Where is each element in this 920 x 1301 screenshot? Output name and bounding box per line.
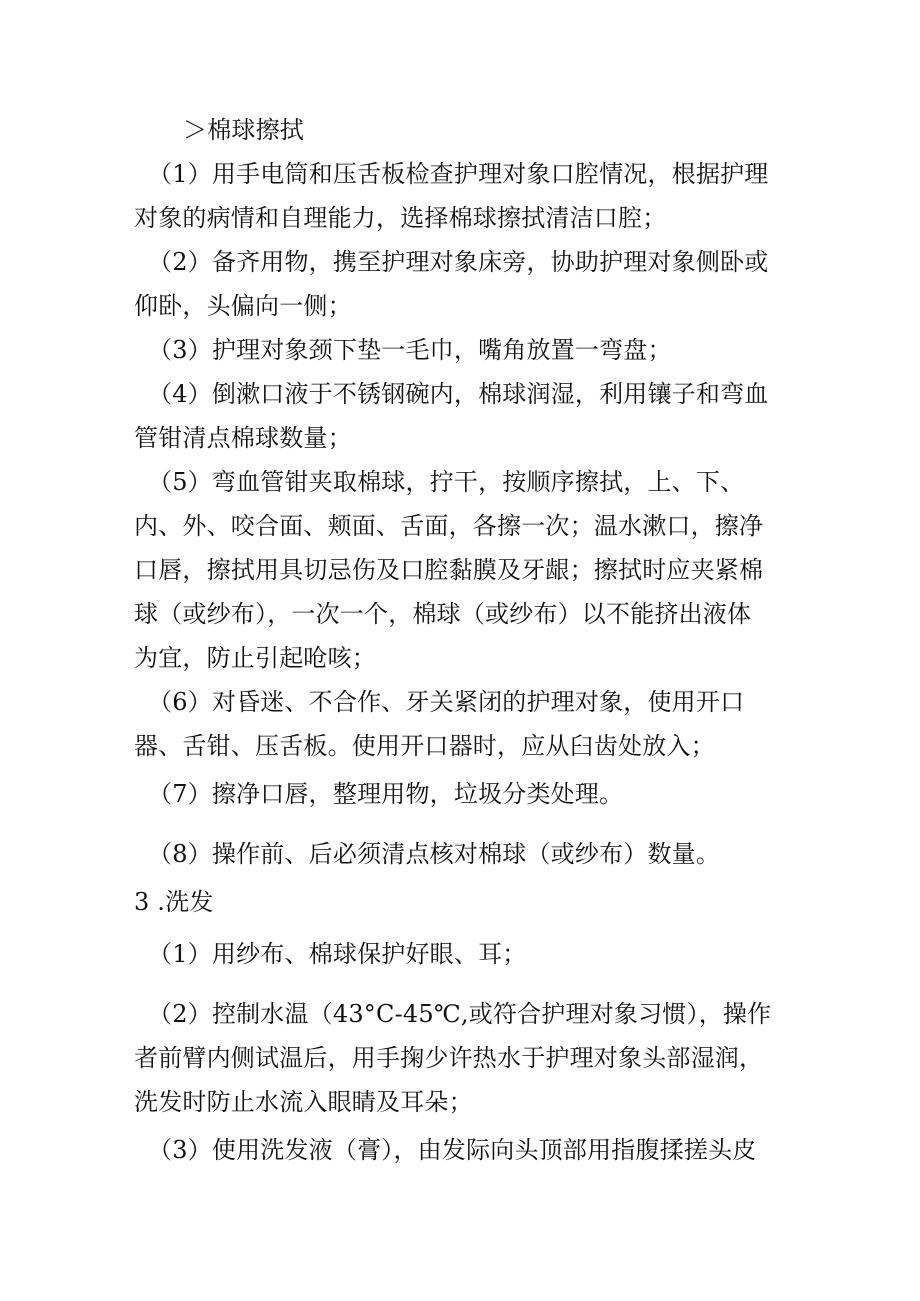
paragraph-line: 为宜，防止引起呛咳； [134,644,376,672]
paragraph-line: （3）护理对象颈下垫一毛巾，嘴角放置一弯盘； [148,336,672,364]
paragraph-line: （5）弯血管钳夹取棉球，拧干，按顺序擦拭，上、下、 [148,468,745,496]
paragraph-line: （3）使用洗发液（膏），由发际向头顶部用指腹揉搓头皮 [148,1136,757,1164]
paragraph-line: 对象的病情和自理能力，选择棉球擦拭清洁口腔； [134,204,667,232]
paragraph-line: 内、外、咬合面、颊面、舌面，各擦一次；温水漱口，擦净 [134,512,764,540]
paragraph-line: 球（或纱布），一次一个，棉球（或纱布）以不能挤出液体 [134,600,752,628]
paragraph-line: （4）倒漱口液于不锈钢碗内，棉球润湿，利用镶子和弯血 [148,380,769,408]
section-heading-hair-washing: 3 .洗发 [134,888,214,916]
paragraph-line: （8）操作前、后必须清点核对棉球（或纱布）数量。 [148,840,721,868]
paragraph-line: 管钳清点棉球数量； [134,424,352,452]
paragraph-line: 口唇，擦拭用具切忌伤及口腔黏膜及牙龈；擦拭时应夹紧棉 [134,556,764,584]
paragraph-line: 仰卧，头偏向一侧； [134,292,352,320]
paragraph-line: （1）用手电筒和压舌板检查护理对象口腔情况，根据护理 [148,160,769,188]
paragraph-line: （6）对昏迷、不合作、牙关紧闭的护理对象，使用开口 [148,688,745,716]
paragraph-line: 洗发时防止水流入眼睛及耳朵； [134,1088,473,1116]
paragraph-line: （1）用纱布、棉球保护好眼、耳； [148,940,527,968]
paragraph-line: 器、舌钳、压舌板。使用开口器时，应从臼齿处放入； [134,732,715,760]
paragraph-line: 者前臂内侧试温后，用手掬少许热水于护理对象头部湿润， [134,1044,764,1072]
subheading-cotton-ball-wiping: ＞棉球擦拭 [183,116,304,144]
paragraph-line: （2）控制水温（43°C-45℃,或符合护理对象习惯），操作 [148,1000,772,1028]
paragraph-line: （7）擦净口唇，整理用物，垃圾分类处理。 [148,780,624,808]
paragraph-line: （2）备齐用物，携至护理对象床旁，协助护理对象侧卧或 [148,248,769,276]
